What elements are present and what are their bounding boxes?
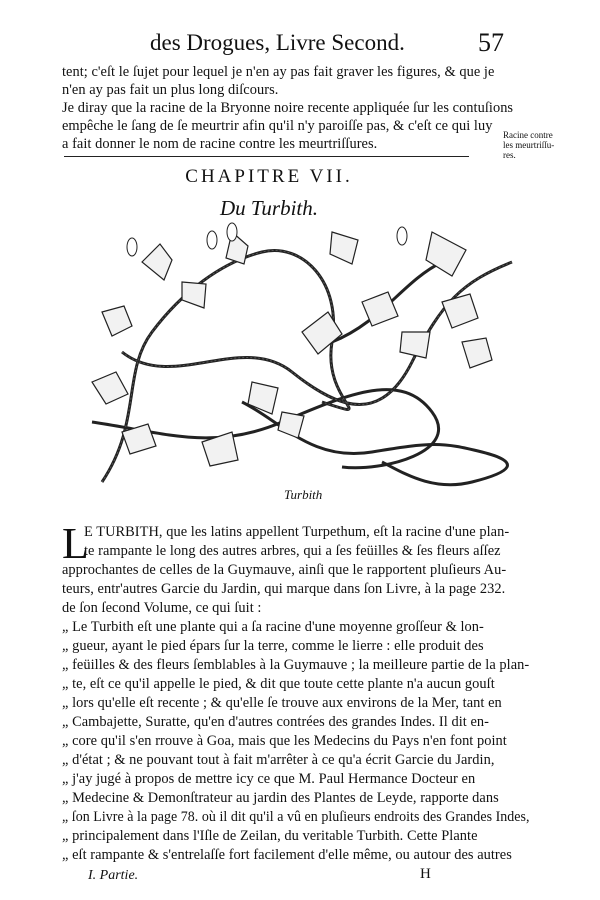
chapter-heading: CHAPITRE VII. [185, 166, 353, 187]
intro-line: Je diray que la racine de la Bryonne noire recente appliquée ſur les contuſions [62, 100, 514, 116]
intro-line: a fait donner le nom de racine contre les meurtriſſures. [62, 136, 378, 152]
body-line: „ lors qu'elle eſt recente ; & qu'elle ſe trouve aux environs de la Mer, tant en [62, 695, 502, 711]
running-header: des Drogues, Livre Second. [150, 30, 405, 55]
margin-note-line: Racine contre [503, 130, 553, 140]
chapter-subtitle: Du Turbith. [219, 196, 319, 220]
body-line: de ſon ſecond Volume, ce qui ſuit : [62, 600, 262, 616]
drop-cap: L [62, 519, 89, 568]
figure-caption: Turbith [284, 487, 323, 502]
turbith-illustration [82, 222, 522, 492]
body-line: „ gueur, ayant le pied épars ſur la terre, comme le lierre : elle produit des [62, 638, 484, 654]
footer-part-label: I. Partie. [88, 868, 139, 883]
page-number: 57 [478, 28, 504, 57]
body-line: „ d'état ; & ne pouvant tout à fait m'arrêter à ce qu'a écrit Garcie du Jardin, [62, 752, 495, 768]
intro-line: n'en ay pas fait un plus long diſcours. [62, 82, 279, 98]
body-line: „ eſt rampante & s'entrelaſſe fort facilement d'elle même, ou autour des autres [62, 847, 512, 863]
footer-signature: H [420, 866, 431, 882]
body-line: „ ſon Livre à la page 78. où il dit qu'il a vû en pluſieurs endroits des Grandes Indes, [62, 809, 530, 825]
body-line: „ principalement dans l'Iſle de Zeilan, du veritable Turbith. Cette Plante [62, 828, 478, 844]
intro-line: empêche le ſang de ſe meurtrir afin qu'il n'y paroiſſe pas, & c'eſt ce qui luy [62, 118, 493, 134]
body-line: „ Cambajette, Suratte, qu'en d'autres contrées des grandes Indes. Il dit en- [62, 714, 489, 730]
body-line: „ j'ay jugé à propos de mettre icy ce que M. Paul Hermance Docteur en [62, 771, 476, 787]
body-line: teurs, entr'autres Garcie du Jardin, qui marque dans ſon Livre, à la page 232. [62, 581, 506, 597]
body-line: „ feüilles & des fleurs ſemblables à la Guymauve ; la meilleure partie de la plan- [62, 657, 530, 673]
intro-line: tent; c'eſt le ſujet pour lequel je n'en ay pas fait graver les figures, & que je [62, 64, 495, 80]
body-line: te rampante le long des autres arbres, qui a ſes feüilles & ſes fleurs aſſez [84, 543, 501, 559]
body-line: „ Le Turbith eſt une plante qui a ſa racine d'une moyenne groſſeur & lon- [62, 619, 484, 635]
margin-note-line: res. [503, 150, 516, 160]
body-line: „ te, eſt ce qu'il appelle le pied, & dit que toute cette plante n'a aucun gouſt [62, 676, 495, 692]
body-line: „ core qu'il s'en rrouve à Goa, mais que les Medecins du Pays n'en font point [62, 733, 507, 749]
body-line: E TURBITH, que les latins appellent Turpethum, eſt la racine d'une plan- [84, 524, 510, 540]
section-divider [64, 156, 469, 157]
margin-note-line: les meurtriſſu- [503, 140, 555, 150]
body-line: „ Medecine & Demonſtrateur au jardin des Plantes de Leyde, rapporte dans [62, 790, 499, 806]
body-line: approchantes de celles de la Guymauve, ainſi que le rapportent pluſieurs Au- [62, 562, 507, 578]
